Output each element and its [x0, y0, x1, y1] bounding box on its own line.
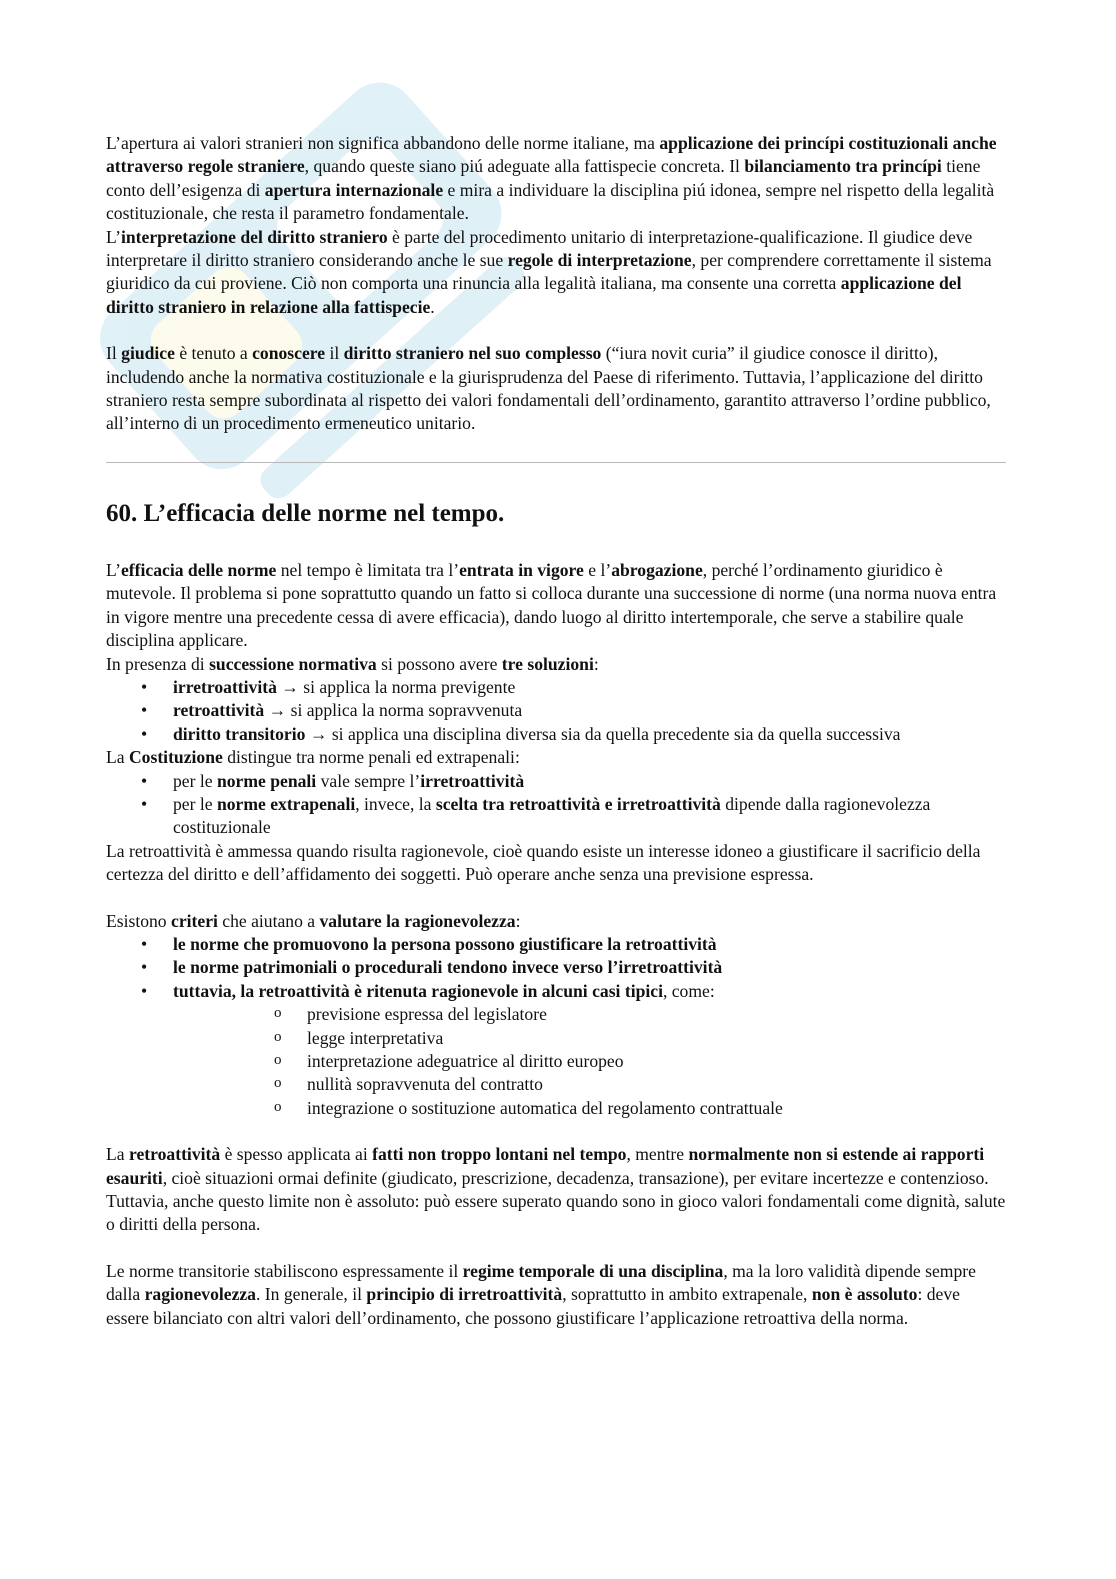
text-run: , come:	[662, 980, 715, 1001]
bold-text: retroattività	[173, 700, 265, 721]
text-run: , mentre	[626, 1144, 689, 1165]
text-run: per le	[173, 770, 217, 791]
paragraph-giudice	[106, 342, 1006, 436]
bold-text: irretroattività	[173, 676, 277, 697]
text-run: , quando queste siano piú adeguate alla fattispecie concreta. Il	[304, 156, 745, 177]
paragraph-rapporti-esauriti	[106, 1143, 1006, 1237]
text-run: Esistono	[106, 910, 172, 931]
list-item	[106, 793, 1006, 840]
text-run: . In generale, il	[255, 1284, 367, 1305]
text-run: , perché l’ordinamento giuridico è mutevole. Il problema si pone soprattutto quando un fatto si colloca durante una successione di norme (una norma nuova entra in vigore mentre una precedente cessa di avere efficacia), dando luogo al diritto intertemporale, che serve a stabilire quale disciplina applicare.	[106, 559, 997, 651]
text-run: distingue tra norme penali ed extrapenali:	[222, 747, 520, 768]
text-run: , invece, la	[355, 793, 436, 814]
text-run: L’	[106, 226, 121, 247]
bold-text: apertura internazionale	[264, 179, 444, 200]
sublist-item: o legge interpretativa	[173, 1027, 1006, 1050]
bold-text: normalmente non si estende ai rapporti esauriti	[106, 1144, 985, 1188]
text-run: → si applica una disciplina diversa sia da quella precedente sia da quella successiva	[305, 723, 901, 744]
list-item	[106, 956, 1006, 979]
text-run: La	[106, 1144, 129, 1165]
text-run: vale sempre l’	[316, 770, 421, 791]
text-run: Il	[106, 343, 122, 364]
paragraph-norme-transitorie	[106, 1260, 1006, 1330]
text-run: che aiutano a	[217, 910, 320, 931]
bold-text: le norme che promuovono la persona possono giustificare la retroattività	[173, 933, 717, 954]
list-item-text	[173, 981, 715, 1001]
text-run: → si applica la norma sopravvenuta	[264, 700, 523, 721]
list-item	[106, 933, 1006, 956]
list-item	[106, 723, 1006, 746]
bold-text: norme penali	[216, 770, 317, 791]
bold-text: valutare la ragionevolezza	[319, 910, 516, 931]
text-run: : deve essere bilanciato con altri valori dell’ordinamento, che possono giustificare l’applicazione retroattiva della norma.	[106, 1284, 960, 1328]
text-run: si possono avere	[376, 653, 502, 674]
paragraph-interpretazione	[106, 226, 1006, 320]
text-run: , soprattutto in ambito extrapenale,	[562, 1284, 812, 1305]
bold-text: applicazione dei princípi costituzionali anche attraverso regole straniere	[106, 133, 997, 177]
list-criteri	[106, 933, 1006, 1120]
list-item	[106, 699, 1006, 722]
sublist-item: o interpretazione adeguatrice al diritto europeo	[173, 1050, 1006, 1073]
bold-text: entrata in vigore	[459, 559, 584, 580]
text-run: per le	[173, 793, 217, 814]
text-run: , ma la loro validità dipende sempre dalla	[106, 1260, 976, 1305]
bold-text: bilanciamento tra princípi	[744, 156, 942, 177]
bold-text: norme extrapenali	[216, 793, 356, 814]
section-heading: 60. L’efficacia delle norme nel tempo.	[106, 499, 505, 527]
bold-text: le norme patrimoniali o procedurali tendono invece verso l’irretroattività	[173, 957, 723, 978]
text-run: In presenza di	[106, 653, 210, 674]
paragraph-costituzione	[106, 746, 1006, 769]
bold-text: fatti non troppo lontani nel tempo	[372, 1144, 627, 1165]
bold-text: non è assoluto	[811, 1284, 918, 1305]
bold-text: giudice	[121, 343, 175, 364]
bold-text: conoscere	[252, 343, 326, 364]
paragraph-apertura	[106, 132, 1006, 226]
bold-text: principio di irretroattività	[366, 1284, 563, 1305]
bold-text: applicazione del diritto straniero in relazione alla fattispecie	[106, 273, 962, 317]
bold-text: successione normativa	[209, 653, 377, 674]
text-run: L’apertura ai valori stranieri non significa abbandono delle norme italiane, ma	[106, 133, 660, 153]
text-run: → si applica la norma previgente	[276, 676, 516, 697]
text-run: è tenuto a	[174, 343, 253, 364]
bold-text: Costituzione	[128, 747, 223, 768]
bold-text: scelta tra retroattività e irretroattività	[435, 793, 721, 814]
text-run: (“iura novit curia” il giudice conosce il diritto), includendo anche la normativa costituzionale e la giurisprudenza del Paese di riferimento. Tuttavia, l’applicazione del diritto straniero resta sempre subordinata al rispetto dei valori fondamentali dell’ordinamento, garantito attraverso l’ordine pubblico, all’interno di un procedimento ermeneutico unitario.	[106, 343, 991, 434]
bold-text: regime temporale di una disciplina	[462, 1260, 724, 1281]
list-item	[106, 770, 1006, 793]
bold-text: tuttavia, la retroattività è ritenuta ragionevole in alcuni casi tipici	[173, 980, 663, 1001]
bold-text: diritto transitorio	[173, 723, 306, 744]
bold-text: diritto straniero nel suo complesso	[343, 343, 602, 364]
paragraph-efficacia	[106, 559, 1006, 653]
bold-text: efficacia delle norme	[121, 559, 277, 580]
bold-text: regole di interpretazione	[507, 250, 692, 271]
list-norme	[106, 770, 1006, 840]
text-run: nel tempo è limitata tra l’	[276, 559, 460, 580]
paragraph-retroattivita	[106, 840, 1006, 887]
bold-text: abrogazione	[611, 559, 703, 580]
text-run: è parte del procedimento unitario di interpretazione-qualificazione. Il giudice deve interpretare il diritto straniero considerando anche le sue	[106, 226, 973, 271]
bold-text: irretroattività	[420, 770, 525, 791]
text-run: .	[430, 296, 435, 317]
text-run: :	[515, 910, 521, 931]
bold-text: ragionevolezza	[144, 1284, 256, 1305]
list-item	[106, 676, 1006, 699]
bold-text: tre soluzioni	[501, 653, 594, 674]
text-run: e mira a individuare la disciplina piú idonea, sempre nel rispetto della legalità costituzionale, che resta il parametro fondamentale.	[106, 179, 995, 224]
text-run: La retroattività è ammessa quando risulta ragionevole, cioè quando esiste un interesse idoneo a giustificare il sacrificio della certezza del diritto e dell’affidamento dei soggetti. Può operare anche senza una previsione espressa.	[106, 840, 981, 885]
text-run: e l’	[583, 559, 612, 580]
text-run: :	[593, 653, 599, 674]
sublist-casi	[173, 1003, 1006, 1120]
sublist-item: o previsione espressa del legislatore	[173, 1003, 1006, 1026]
text-run: tiene conto dell’esigenza di	[106, 156, 981, 200]
sublist-item: o nullità sopravvenuta del contratto	[173, 1073, 1006, 1096]
bold-text: interpretazione del diritto straniero	[121, 226, 388, 247]
section-divider	[106, 462, 1006, 463]
text-run: La	[106, 747, 129, 768]
text-run: Le norme transitorie stabiliscono espressamente il	[106, 1260, 463, 1281]
paragraph-criteri	[106, 910, 1006, 933]
text-run: L’	[106, 559, 121, 580]
bold-text: criteri	[171, 910, 218, 931]
text-run: , cioè situazioni ormai definite (giudicato, prescrizione, decadenza, transazione), per evitare incertezze e contenzioso. Tuttavia, anche questo limite non è assoluto: può essere superato quando sono in gioco valori fondamentali come dignità, salute o diritti della persona.	[106, 1167, 1006, 1235]
list-soluzioni	[106, 676, 1006, 746]
text-run: il	[325, 343, 344, 364]
text-run: è spesso applicata ai	[220, 1144, 373, 1165]
bold-text: retroattività	[128, 1144, 221, 1165]
paragraph-successione	[106, 653, 1006, 676]
text-run: dipende dalla ragionevolezza costituzionale	[173, 793, 931, 838]
sublist-item: o integrazione o sostituzione automatica del regolamento contrattuale	[173, 1097, 1006, 1120]
list-item	[106, 980, 1006, 1120]
document-page	[106, 132, 1006, 1330]
text-run: , per comprendere correttamente il sistema giuridico da cui proviene. Ciò non comporta una rinuncia alla legalità italiana, ma consente una corretta	[106, 250, 992, 294]
